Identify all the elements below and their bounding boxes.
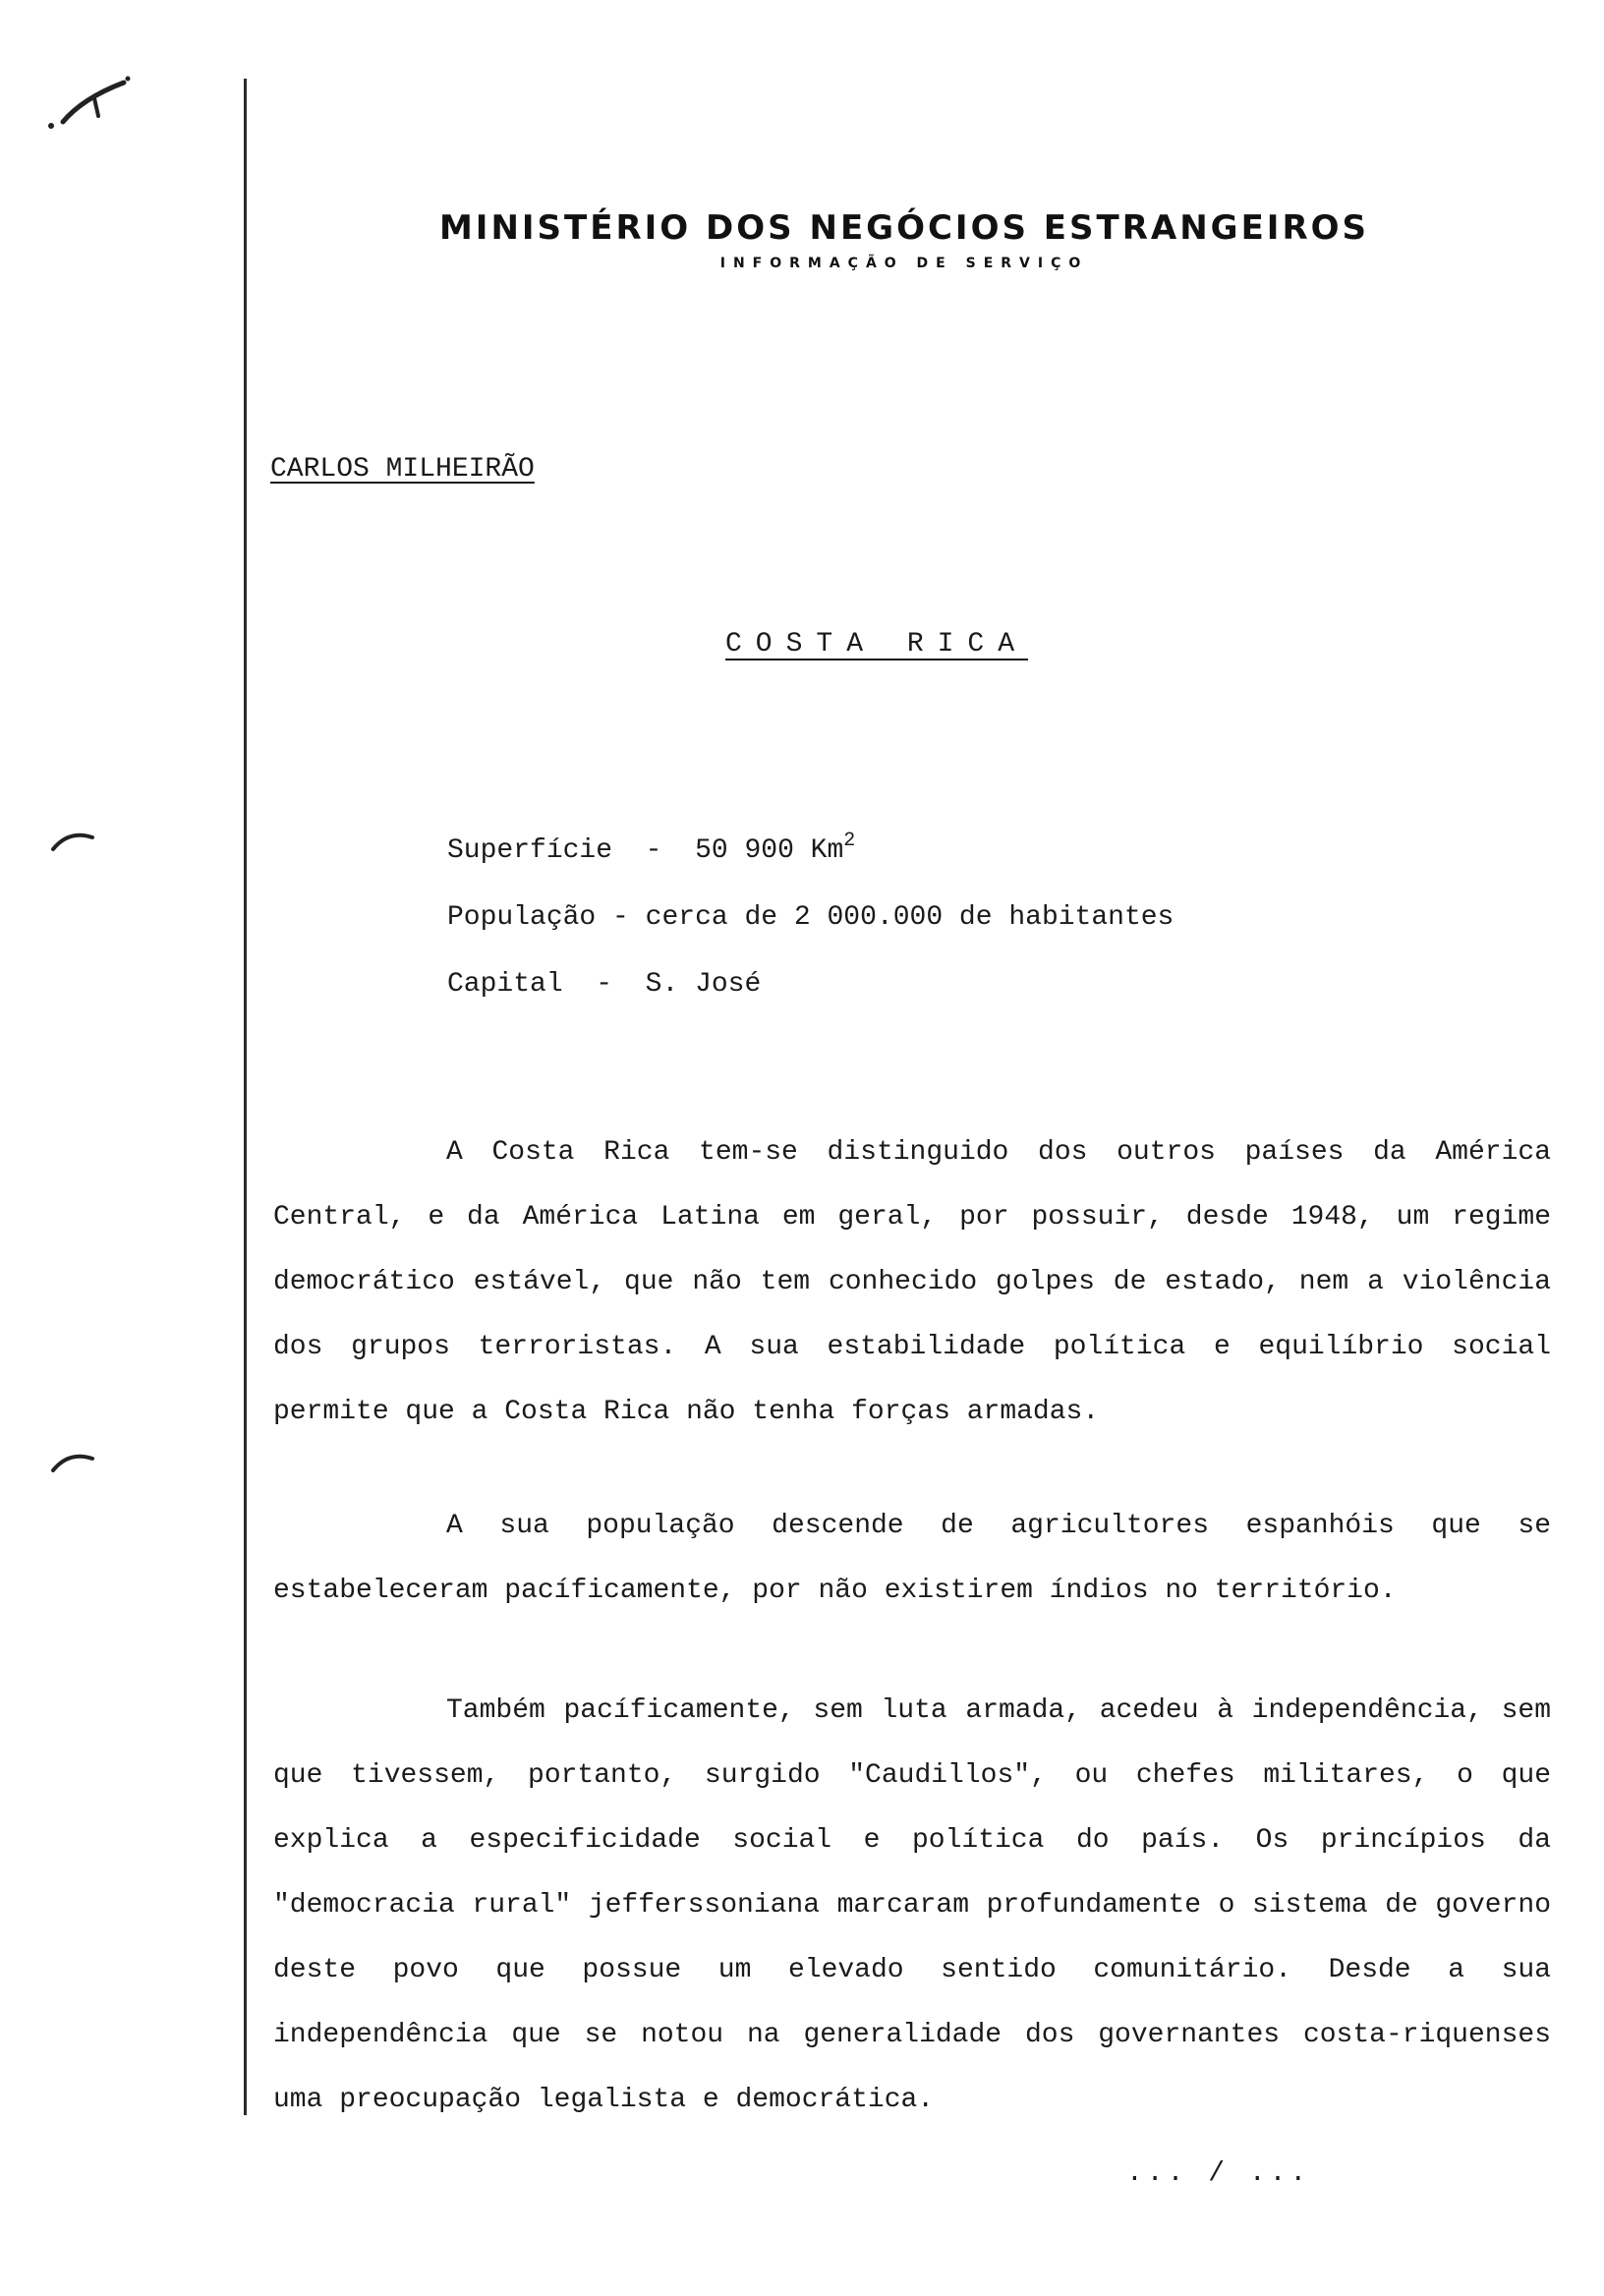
punch-hole-mark-icon <box>49 826 98 855</box>
service-subtitle: INFORMAÇÃO DE SERVIÇO <box>719 256 1089 271</box>
ministry-name: MINISTÉRIO DOS NEGÓCIOS ESTRANGEIROS <box>438 208 1370 248</box>
pen-mark-icon <box>43 71 142 140</box>
continuation-marker: ... / ... <box>1126 2158 1311 2189</box>
document-title: COSTA RICA <box>725 629 1029 660</box>
paragraph: A sua população descende de agricultores espanhóis que se estabeleceram pacíficamente, por não existirem índios no território. <box>273 1511 1551 1606</box>
author-name: CARLOS MILHEIRÃO <box>270 454 535 485</box>
fact-area: Superfície - 50 900 Km$^2$ <box>447 830 856 866</box>
fact-capital: Capital - S. José <box>447 969 762 1000</box>
margin-line <box>244 79 247 2115</box>
paragraph: A Costa Rica tem-se distinguido dos outros países da América Central, e da América Latina em geral, por possuir, desde 1948, um regime democrático estável, que não tem conhecido golpes de estado, nem a violência dos grupos terroristas. A sua estabilidade política e equilíbrio social permite que a Costa Rica não tenha forças armadas. <box>273 1137 1551 1427</box>
fact-population: População - cerca de 2 000.000 de habitantes <box>447 902 1174 933</box>
letterhead <box>432 208 1376 271</box>
paragraph: Também pacíficamente, sem luta armada, acedeu à independência, sem que tivessem, portanto, surgido "Caudillos", ou chefes militares, o que explica a especificidade social e política do país. Os princípios da "democracia rural" jefferssoniana marcaram profundamente o sistema de governo deste povo que possue um elevado sentido comunitário. Desde a sua independência que se notou na generalidade dos governantes costa-riquenses uma preocupação legalista e democrática. <box>273 1695 1551 2115</box>
country-facts <box>447 818 1174 1018</box>
punch-hole-mark-icon <box>49 1447 98 1476</box>
